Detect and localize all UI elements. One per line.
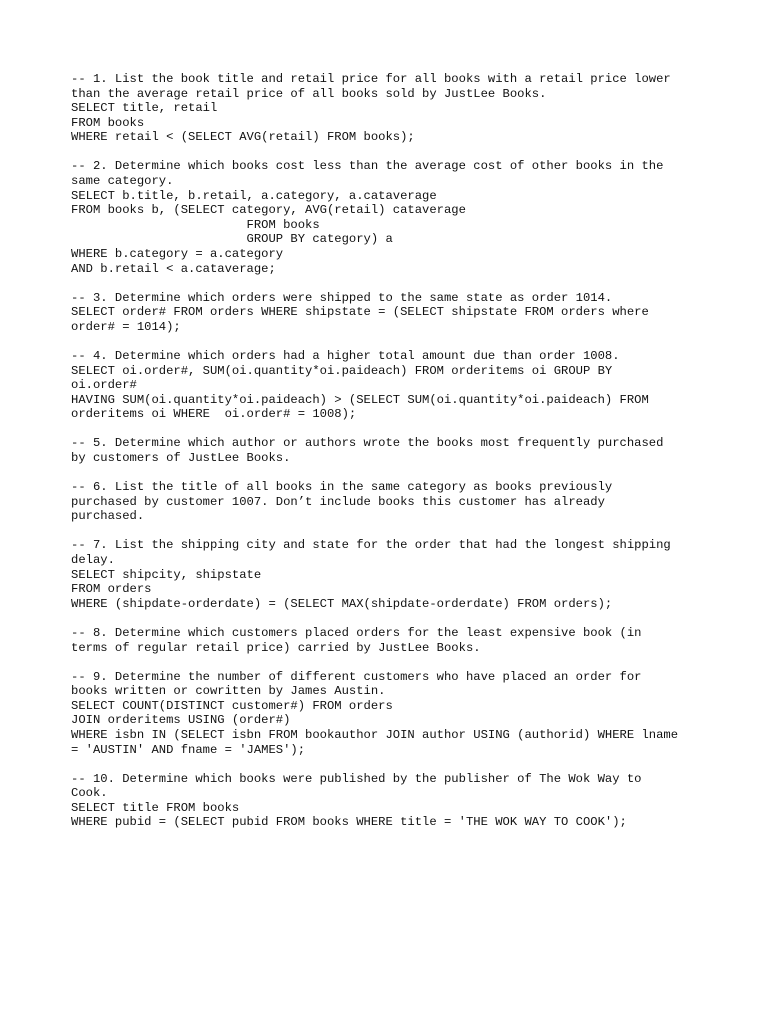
query-block-3	[71, 291, 711, 335]
query-block-6	[71, 480, 711, 524]
query-block-9	[71, 670, 711, 758]
query-block-4	[71, 349, 711, 422]
text-line: WHERE b.category = a.category	[71, 247, 284, 262]
text-line: WHERE isbn IN (SELECT isbn FROM bookauthor JOIN author USING (authorid) WHERE lname	[71, 727, 679, 742]
query-block-1	[71, 72, 711, 145]
text-line: WHERE (shipdate-orderdate) = (SELECT MAX(shipdate-orderdate) FROM orders);	[71, 596, 613, 611]
text-line: HAVING SUM(oi.quantity*oi.paideach) > (SELECT SUM(oi.quantity*oi.paideach) FROM	[71, 392, 649, 407]
text-line: -- 5. Determine which author or authors wrote the books most frequently purchased	[71, 436, 664, 451]
text-line: -- 10. Determine which books were published by the publisher of The Wok Way to	[71, 771, 642, 786]
text-line: -- 4. Determine which orders had a higher total amount due than order 1008.	[71, 349, 620, 363]
text-line: SELECT b.title, b.retail, a.category, a.cataverage	[71, 188, 437, 203]
text-line: SELECT title FROM books	[71, 800, 240, 815]
text-line: oi.order#	[71, 378, 137, 393]
text-line: SELECT oi.order#, SUM(oi.quantity*oi.paideach) FROM orderitems oi GROUP BY	[71, 363, 613, 378]
text-line: WHERE retail < (SELECT AVG(retail) FROM books);	[71, 130, 415, 145]
text-line: -- 8. Determine which customers placed orders for the least expensive book (in	[71, 625, 642, 640]
query-block-7	[71, 538, 711, 611]
text-line: FROM books b, (SELECT category, AVG(retail) cataverage	[71, 203, 466, 218]
text-line: WHERE pubid = (SELECT pubid FROM books WHERE title = 'THE WOK WAY TO COOK');	[71, 815, 627, 830]
text-line: by customers of JustLee Books.	[71, 451, 291, 466]
text-line: same category.	[71, 174, 174, 189]
text-line: SELECT title, retail	[71, 101, 218, 116]
text-line: GROUP BY category) a	[71, 232, 393, 247]
text-line: = 'AUSTIN' AND fname = 'JAMES');	[71, 742, 306, 757]
query-block-2	[71, 159, 711, 276]
text-line: terms of regular retail price) carried by JustLee Books.	[71, 640, 481, 655]
text-line: delay.	[71, 553, 115, 568]
text-line: -- 2. Determine which books cost less than the average cost of other books in the	[71, 159, 664, 174]
text-line: FROM books	[71, 115, 145, 130]
query-block-10	[71, 772, 711, 830]
text-line: JOIN orderitems USING (order#)	[71, 713, 291, 728]
text-line: -- 6. List the title of all books in the same category as books previously	[71, 480, 613, 495]
query-block-5	[71, 436, 711, 465]
text-line: -- 1. List the book title and retail price for all books with a retail price lower	[71, 72, 671, 86]
text-line: SELECT shipcity, shipstate	[71, 567, 262, 582]
text-line: AND b.retail < a.cataverage;	[71, 261, 276, 276]
document-page	[71, 72, 711, 845]
text-line: Cook.	[71, 786, 108, 801]
text-line: SELECT order# FROM orders WHERE shipstate = (SELECT shipstate FROM orders where	[71, 305, 649, 320]
text-line: FROM orders	[71, 582, 152, 597]
text-line: purchased.	[71, 509, 145, 524]
text-line: FROM books	[71, 217, 320, 232]
text-line: orderitems oi WHERE oi.order# = 1008);	[71, 407, 357, 422]
text-line: -- 3. Determine which orders were shipped to the same state as order 1014.	[71, 290, 613, 305]
query-block-8	[71, 626, 711, 655]
text-line: order# = 1014);	[71, 319, 181, 334]
text-line: than the average retail price of all books sold by JustLee Books.	[71, 86, 547, 101]
text-line: -- 9. Determine the number of different customers who have placed an order for	[71, 669, 642, 684]
text-line: books written or cowritten by James Austin.	[71, 684, 386, 699]
text-line: purchased by customer 1007. Don’t include books this customer has already	[71, 494, 605, 509]
text-line: -- 7. List the shipping city and state for the order that had the longest shipping	[71, 538, 671, 553]
text-line: SELECT COUNT(DISTINCT customer#) FROM orders	[71, 698, 393, 713]
